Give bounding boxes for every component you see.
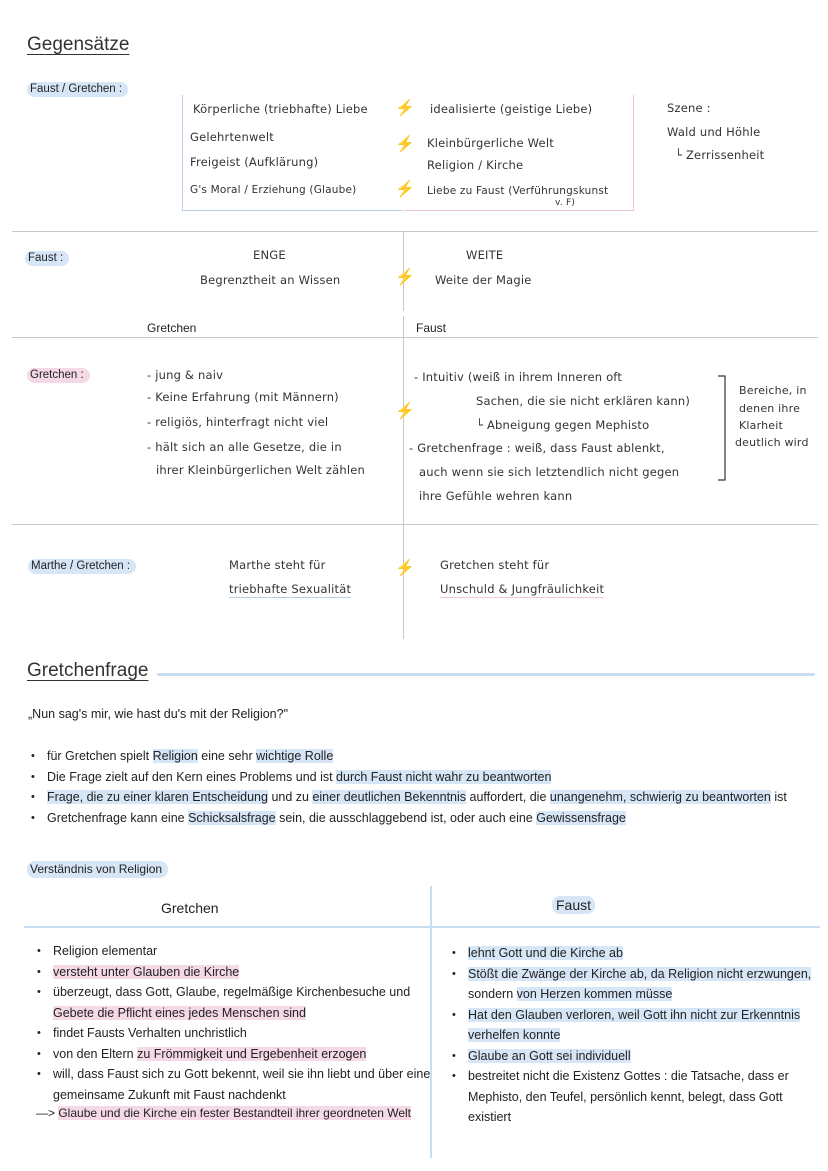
marthe-line-2: triebhafte Sexualität xyxy=(229,582,352,596)
lightning-icon: ⚡ xyxy=(395,181,415,198)
fg-right-1: idealisierte (geistige Liebe) xyxy=(430,102,593,116)
brace-note-1: Bereiche, in xyxy=(739,384,807,397)
gretchen-trait-4: - hält sich an alle Gesetze, die in xyxy=(147,440,342,454)
section-title-gretchenfrage: Gretchenfrage xyxy=(27,660,149,681)
lightning-icon: ⚡ xyxy=(395,269,415,286)
gretchen-religion-list xyxy=(33,941,430,1105)
list-item xyxy=(448,964,811,985)
gretchen-line-2: Unschuld & Jungfräulichkeit xyxy=(440,582,605,596)
text: Die Frage zielt auf den Kern eines Problems und ist xyxy=(47,769,337,784)
text: sein, die ausschlaggebend ist, oder auch eine xyxy=(275,810,537,825)
gretchen-trait-5: ihrer Kleinbürgerlichen Welt zählen xyxy=(156,463,366,477)
list-item xyxy=(33,1003,430,1024)
text: Gretchenfrage kann eine xyxy=(47,810,189,825)
fg-right-4b: v. F) xyxy=(555,198,576,208)
weite-heading: WEITE xyxy=(466,248,504,262)
faust-trait-6: ihre Gefühle wehren kann xyxy=(419,489,573,503)
section-title-gegensaetze: Gegensätze xyxy=(27,34,130,55)
list-item xyxy=(33,1064,430,1085)
highlight: einer deutlichen Bekenntnis xyxy=(312,790,467,804)
szene-sub: └ Zerrissenheit xyxy=(675,148,765,162)
list-item-text: überzeugt, dass Gott, Glaube, regelmäßige Kirchenbesuche und xyxy=(53,985,411,999)
highlight: Frage, die zu einer klaren Entscheidung xyxy=(47,790,268,804)
brace-note-2: denen ihre xyxy=(739,402,801,415)
faust-trait-1: - Intuitiv (weiß in ihrem Inneren oft xyxy=(414,370,623,384)
gretchen-trait-3: - religiös, hinterfragt nicht viel xyxy=(147,415,329,429)
gretchen-trait-2: - Keine Erfahrung (mit Männern) xyxy=(147,390,339,404)
lightning-icon: ⚡ xyxy=(395,136,415,153)
label-faust: Faust : xyxy=(25,251,69,266)
fg-right-4: Liebe zu Faust (Verführungskunst xyxy=(427,185,609,197)
enge-heading: ENGE xyxy=(253,248,286,262)
list-item-text: existiert xyxy=(468,1110,512,1124)
list-item xyxy=(448,1087,811,1108)
label-marthe-gretchen xyxy=(28,559,136,574)
text: auffordert, die xyxy=(466,790,550,804)
list-item-text: versteht unter Glauben die Kirche xyxy=(53,964,240,979)
list-item xyxy=(33,1044,430,1065)
list-item xyxy=(33,1023,430,1044)
highlight: wichtige Rolle xyxy=(256,749,334,763)
fg-left-3: Freigeist (Aufklärung) xyxy=(190,155,319,169)
label-verstaendnis: Verständnis von Religion xyxy=(27,861,168,878)
brace-icon xyxy=(716,374,732,484)
divider-vertical xyxy=(403,316,404,526)
weite-text: Weite der Magie xyxy=(435,273,532,287)
marthe-line-1: Marthe steht für xyxy=(229,558,326,572)
list-item xyxy=(33,962,430,983)
text: eine sehr xyxy=(197,749,257,763)
col-head-faust: Faust xyxy=(552,896,595,914)
list-item xyxy=(33,1085,430,1106)
list-item xyxy=(448,984,811,1005)
label-marthe-gretchen-text: Marthe / Gretchen : xyxy=(31,560,131,572)
quote: „Nun sag's mir, wie hast du's mit der Religion?" xyxy=(28,707,289,721)
fg-right-3: Religion / Kirche xyxy=(427,158,524,172)
list-item xyxy=(33,941,430,962)
fg-right-2: Kleinbürgerliche Welt xyxy=(427,136,554,150)
faust-trait-3: └ Abneigung gegen Mephisto xyxy=(476,418,650,432)
divider xyxy=(12,337,818,338)
highlight: durch Faust nicht wahr zu beantworten xyxy=(336,769,552,784)
divider xyxy=(12,231,818,232)
list-item-text: Religion elementar xyxy=(53,944,158,958)
list-item xyxy=(448,1005,811,1026)
text: ist xyxy=(770,790,787,804)
faust-trait-5: auch wenn sie sich letztendlich nicht gegen xyxy=(419,465,680,479)
label-faust-gretchen: Faust / Gretchen : xyxy=(27,82,128,97)
list-item xyxy=(448,1107,811,1128)
list-item xyxy=(27,808,787,829)
szene-label: Szene : xyxy=(667,101,711,115)
highlight: Religion xyxy=(152,749,198,763)
list-item xyxy=(448,1025,811,1046)
enge-text: Begrenztheit an Wissen xyxy=(200,273,341,287)
faust-religion-list xyxy=(448,943,811,1128)
brace-note-4: deutlich wird xyxy=(735,436,809,449)
col-label-gretchen: Gretchen xyxy=(147,321,197,335)
gretchen-trait-1: - jung & naiv xyxy=(147,368,224,382)
list-item-text: Stößt die Zwänge der Kirche ab, da Religion nicht erzwungen, xyxy=(468,966,812,981)
bullet-list xyxy=(27,746,787,828)
list-item xyxy=(27,787,787,808)
text: und zu xyxy=(267,790,313,804)
list-item-text: Hat den Glauben verloren, weil Gott ihn nicht zur Erkenntnis xyxy=(468,1007,801,1022)
list-item-text: Glaube an Gott sei individuell xyxy=(468,1048,631,1063)
highlight: Schicksalsfrage xyxy=(188,810,276,825)
list-item xyxy=(27,767,787,788)
arrow-icon: —> xyxy=(36,1106,59,1120)
text: für Gretchen spielt xyxy=(47,749,153,763)
title-rule xyxy=(157,673,815,676)
table-column-divider xyxy=(430,886,432,1158)
fg-left-1: Körperliche (triebhafte) Liebe xyxy=(193,102,368,116)
lightning-icon: ⚡ xyxy=(395,403,415,420)
list-item-text: Mephisto, den Teufel, persönlich kennt, belegt, dass Gott xyxy=(468,1089,783,1104)
lightning-icon: ⚡ xyxy=(395,100,415,117)
conclusion-text: Glaube und die Kirche ein fester Bestandteil ihrer geordneten Welt xyxy=(58,1106,412,1120)
divider-vertical xyxy=(403,524,404,639)
highlight: unangenehm, schwierig zu beantworten xyxy=(549,790,771,804)
lightning-icon: ⚡ xyxy=(395,560,415,577)
col-label-faust: Faust xyxy=(416,321,447,335)
highlight: von Herzen kommen müsse xyxy=(516,987,673,1001)
list-item-text: bestreitet nicht die Existenz Gottes : die Tatsache, dass er xyxy=(468,1069,789,1083)
highlight: zu Frömmigkeit und Ergebenheit erzogen xyxy=(137,1046,367,1061)
list-item-text: will, dass Faust sich zu Gott bekennt, weil sie ihn liebt und über eine xyxy=(53,1067,431,1081)
list-item-text: von den Eltern xyxy=(53,1046,138,1061)
list-item-text: findet Fausts Verhalten unchristlich xyxy=(53,1026,247,1040)
list-item xyxy=(448,943,811,964)
list-item-text: Gebete die Pflicht eines jedes Menschen sind xyxy=(53,1005,306,1020)
list-item xyxy=(33,982,430,1003)
list-item-text: gemeinsame Zukunft mit Faust nachdenkt xyxy=(53,1087,286,1102)
col-head-gretchen: Gretchen xyxy=(161,900,219,916)
szene-name: Wald und Höhle xyxy=(667,125,761,139)
faust-trait-4: - Gretchenfrage : weiß, dass Faust ablenkt, xyxy=(409,441,665,455)
divider xyxy=(12,524,818,525)
faust-trait-2: Sachen, die sie nicht erklären kann) xyxy=(476,394,691,408)
gretchen-line-1: Gretchen steht für xyxy=(440,558,550,572)
list-item-text: lehnt Gott und die Kirche ab xyxy=(468,946,623,960)
list-item xyxy=(27,746,787,767)
label-gretchen: Gretchen : xyxy=(27,368,90,383)
list-item xyxy=(448,1046,811,1067)
list-item xyxy=(448,1066,811,1087)
list-item-text: sondern xyxy=(468,987,517,1001)
fg-left-4: G's Moral / Erziehung (Glaube) xyxy=(190,184,357,196)
highlight: Gewissensfrage xyxy=(536,810,626,825)
brace-note-3: Klarheit xyxy=(739,419,784,432)
list-item-text: verhelfen konnte xyxy=(468,1028,561,1042)
fg-left-2: Gelehrtenwelt xyxy=(190,130,274,144)
table-header-rule xyxy=(24,926,820,928)
gretchen-conclusion xyxy=(36,1106,411,1120)
